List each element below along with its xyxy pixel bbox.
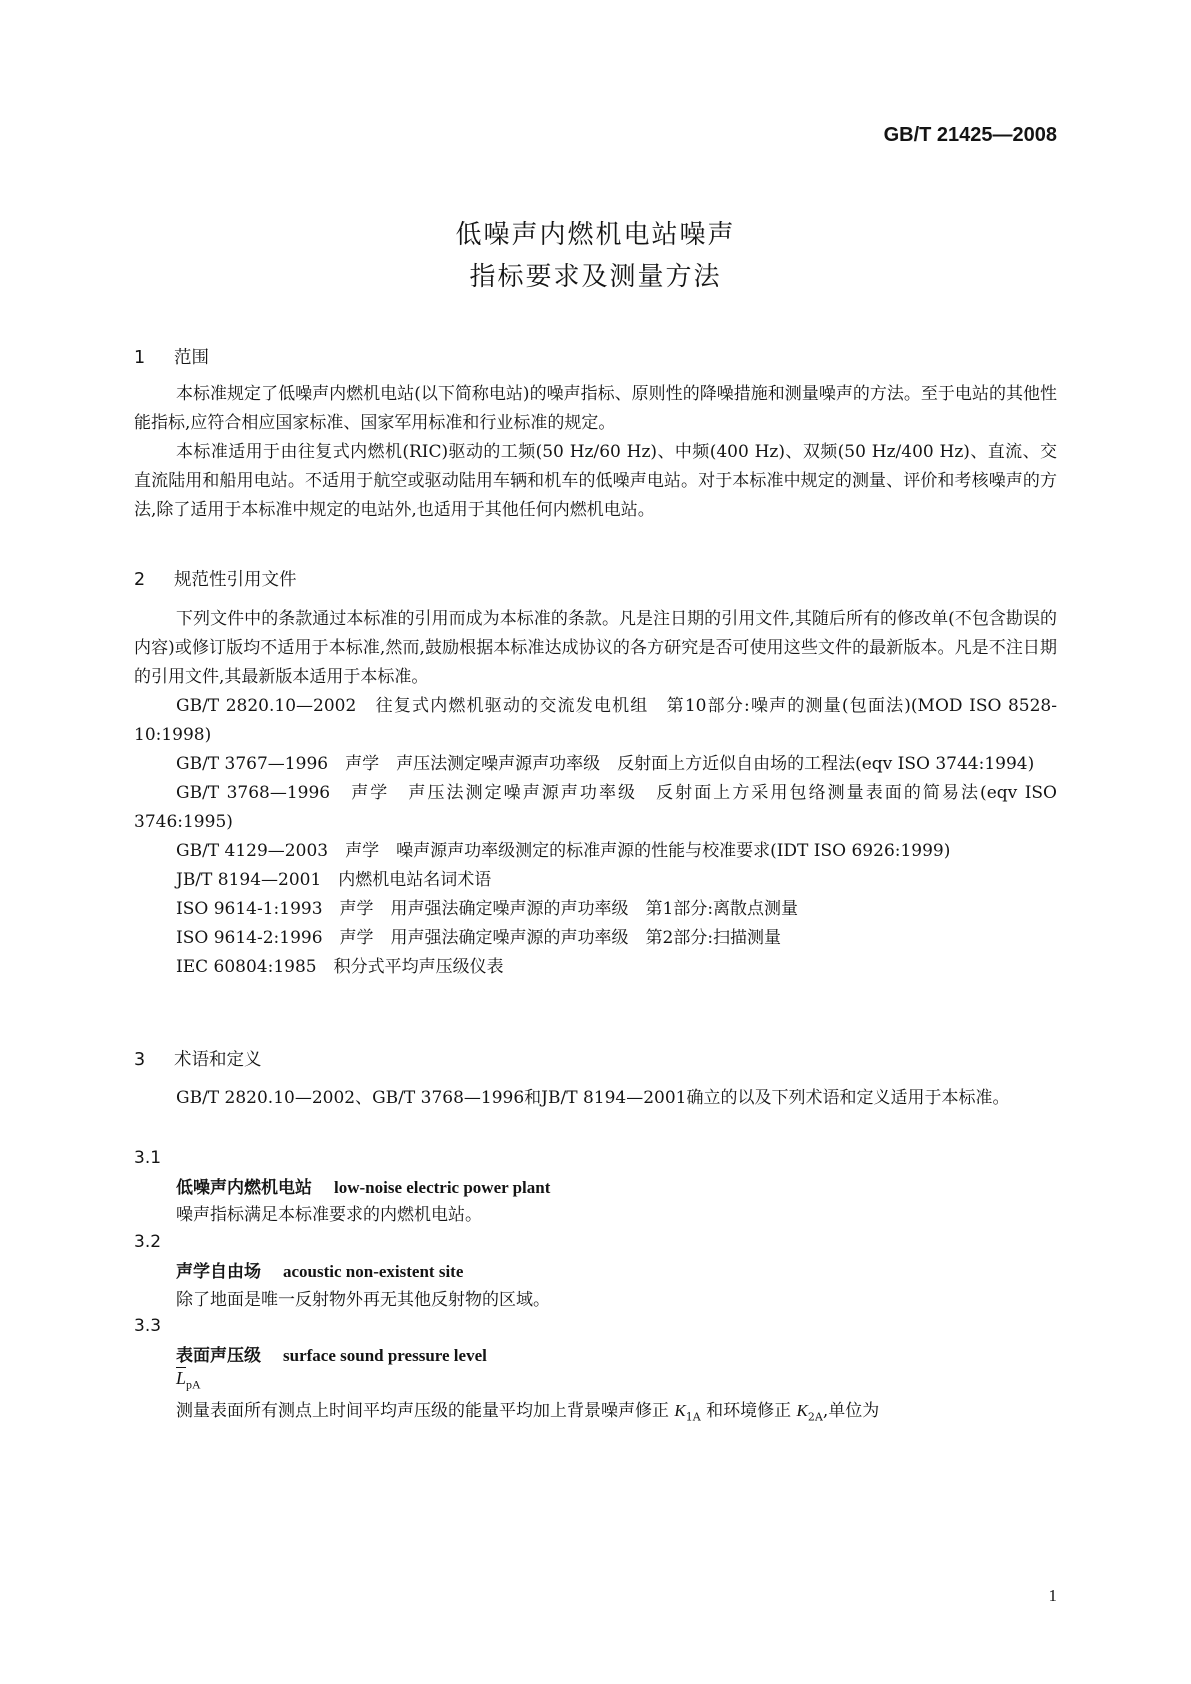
reference-item: JB/T 8194—2001 内燃机电站名词术语 — [176, 870, 492, 890]
term-chinese: 表面声压级 — [176, 1346, 261, 1366]
definition-text: 和环境修正 — [700, 1401, 797, 1421]
term-number: 3.1 — [134, 1148, 162, 1168]
paragraph: 本标准规定了低噪声内燃机电站(以下简称电站)的噪声指标、原则性的降噪措施和测量噪声的方法。至于电站的其他性能指标,应符合相应国家标准、国家军用标准和行业标准的规定。 — [134, 384, 1057, 433]
variable-k: K — [674, 1401, 686, 1420]
symbol-subscript: pA — [186, 1377, 201, 1392]
definition-text: ,单位为 — [822, 1401, 880, 1421]
reference-item: GB/T 4129—2003 声学 噪声源声功率级测定的标准声源的性能与校准要求(IDT ISO 6926:1999) — [176, 841, 951, 861]
section-number: 1 — [134, 348, 146, 368]
paragraph: 本标准适用于由往复式内燃机(RIC)驱动的工频(50 Hz/60 Hz)、中频(400 Hz)、双频(50 Hz/400 Hz)、直流、交直流陆用和船用电站。不适用于航空或驱动陆用车辆和机车的低噪声电站。对于本标准中规定的测量、评价和考核噪声的方法,除了适用于本标准中规定的电站外,也适用于其他任何内燃机电站。 — [134, 442, 1057, 520]
term-heading — [176, 1173, 550, 1198]
definition-text: 测量表面所有测点上时间平均声压级的能量平均加上背景噪声修正 — [176, 1401, 675, 1421]
section-title: 范围 — [174, 348, 209, 368]
document-title-line1: 低噪声内燃机电站噪声 — [455, 220, 736, 250]
section-title: 规范性引用文件 — [174, 570, 297, 590]
section-2-heading — [134, 566, 297, 591]
term-heading — [176, 1257, 463, 1282]
reference-item: IEC 60804:1985 积分式平均声压级仪表 — [176, 957, 504, 977]
section-number: 3 — [134, 1050, 146, 1070]
reference-item: ISO 9614-2:1996 声学 用声强法确定噪声源的声功率级 第2部分:扫描测量 — [176, 928, 782, 948]
page-number: 1 — [1048, 1586, 1057, 1605]
term-number: 3.2 — [134, 1232, 162, 1252]
term-english: surface sound pressure level — [283, 1346, 487, 1365]
reference-item: ISO 9614-1:1993 声学 用声强法确定噪声源的声功率级 第1部分:离散点测量 — [176, 899, 799, 919]
section-title: 术语和定义 — [174, 1050, 262, 1070]
term-number: 3.3 — [134, 1316, 162, 1336]
variable-subscript: 1A — [685, 1410, 701, 1424]
document-title-line2: 指标要求及测量方法 — [469, 262, 722, 292]
term-definition: 噪声指标满足本标准要求的内燃机电站。 — [176, 1205, 482, 1225]
term-chinese: 低噪声内燃机电站 — [176, 1178, 312, 1198]
reference-item: GB/T 2820.10—2002 往复式内燃机驱动的交流发电机组 第10部分:噪声的测量(包面法)(MOD ISO 8528-10:1998) — [134, 696, 1057, 745]
term-english: low-noise electric power plant — [334, 1178, 551, 1197]
reference-item: GB/T 3768—1996 声学 声压法测定噪声源声功率级 反射面上方采用包络测量表面的简易法(eqv ISO 3746:1995) — [134, 783, 1057, 832]
variable-k: K — [796, 1401, 808, 1420]
section-2-body — [134, 605, 1057, 692]
paragraph: 下列文件中的条款通过本标准的引用而成为本标准的条款。凡是注日期的引用文件,其随后所有的修改单(不包含勘误的内容)或修订版均不适用于本标准,然而,鼓励根据本标准达成协议的各方研究是否可使用这些文件的最新版本。凡是不注日期的引用文件,其最新版本适用于本标准。 — [134, 609, 1057, 687]
reference-item: GB/T 3767—1996 声学 声压法测定噪声源声功率级 反射面上方近似自由场的工程法(eqv ISO 3744:1994) — [176, 754, 1035, 774]
section-1-body — [134, 380, 1057, 525]
term-definition: 除了地面是唯一反射物外再无其他反射物的区域。 — [176, 1290, 550, 1310]
term-english: acoustic non-existent site — [283, 1262, 464, 1281]
term-symbol — [176, 1368, 201, 1393]
section-1-heading — [134, 344, 209, 369]
section-number: 2 — [134, 570, 146, 590]
standard-code: GB/T 21425—2008 — [883, 124, 1057, 146]
term-chinese: 声学自由场 — [176, 1262, 261, 1282]
variable-subscript: 2A — [807, 1410, 823, 1424]
term-heading — [176, 1341, 487, 1366]
paragraph: GB/T 2820.10—2002、GB/T 3768—1996和JB/T 8194—2001确立的以及下列术语和定义适用于本标准。 — [176, 1088, 1010, 1108]
symbol-main: $\overline{L}$ — [176, 1368, 187, 1388]
section-3-body — [134, 1084, 1057, 1113]
normative-references-list — [134, 692, 1057, 982]
section-3-heading — [134, 1046, 262, 1071]
term-definition — [176, 1396, 1057, 1423]
